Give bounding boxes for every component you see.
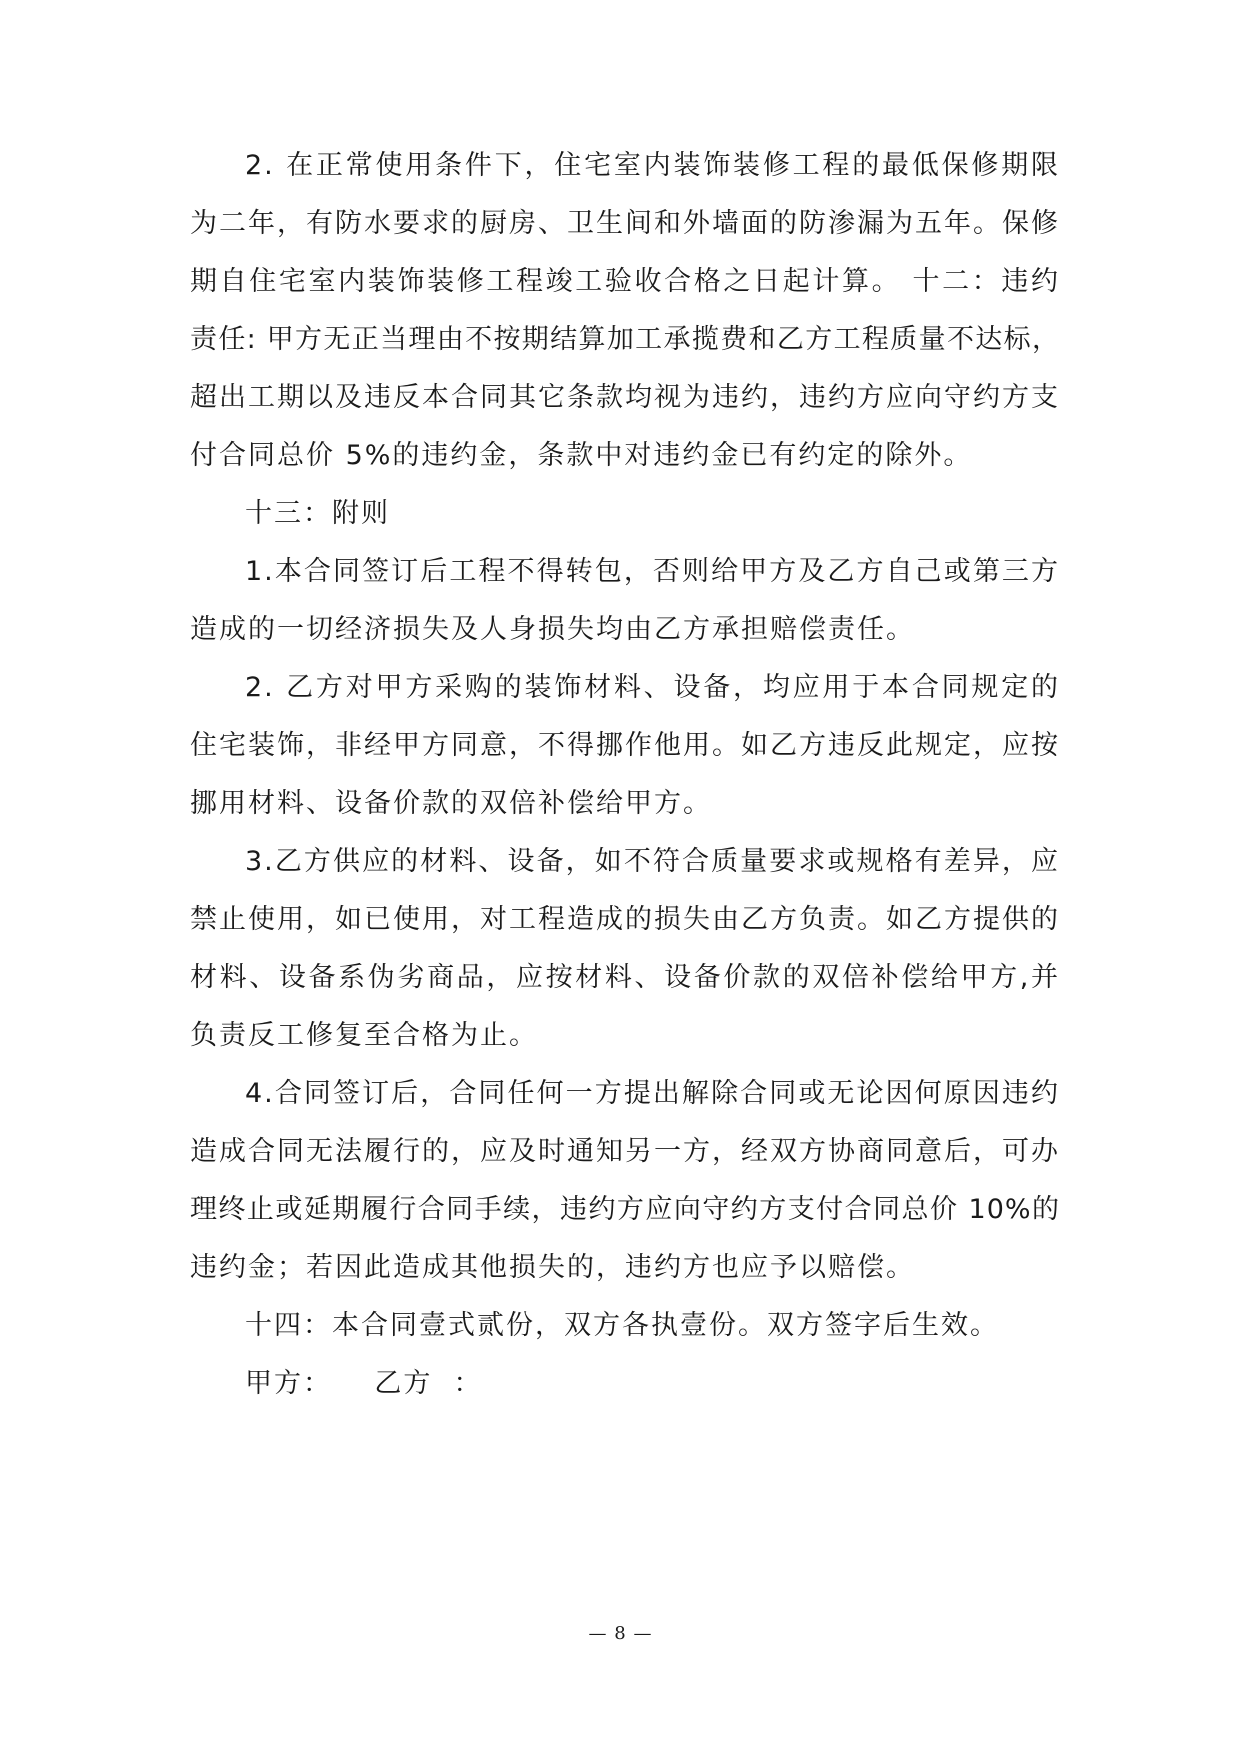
- text-line: 为二年，有防水要求的厨房、卫生间和外墙面的防渗漏为五年。保修: [190, 208, 1060, 239]
- section-heading: 十四：本合同壹式贰份，双方各执壹份。双方签字后生效。: [245, 1310, 999, 1341]
- text-line: 材料、设备系伪劣商品，应按材料、设备价款的双倍补偿给甲方,并: [190, 962, 1060, 993]
- text-line: 3.乙方供应的材料、设备，如不符合质量要求或规格有差异，应: [245, 846, 1060, 877]
- signature-line: 甲方： 乙方 ：: [245, 1368, 483, 1399]
- section-heading: 十三：附则: [245, 498, 390, 529]
- page-number: — 8 —: [588, 1623, 653, 1644]
- text-line: 1.本合同签订后工程不得转包，否则给甲方及乙方自己或第三方: [245, 556, 1060, 587]
- text-line: 挪用材料、设备价款的双倍补偿给甲方。: [190, 788, 712, 819]
- text-line: 造成的一切经济损失及人身损失均由乙方承担赔偿责任。: [190, 614, 915, 645]
- text-line: 超出工期以及违反本合同其它条款均视为违约，违约方应向守约方支: [190, 382, 1060, 413]
- text-line: 住宅装饰，非经甲方同意，不得挪作他用。如乙方违反此规定，应按: [190, 730, 1060, 761]
- text-line: 造成合同无法履行的，应及时通知另一方，经双方协商同意后，可办: [190, 1136, 1060, 1167]
- text-line: 2. 在正常使用条件下，住宅室内装饰装修工程的最低保修期限: [245, 150, 1060, 181]
- text-line: 禁止使用，如已使用，对工程造成的损失由乙方负责。如乙方提供的: [190, 904, 1060, 935]
- text-line: 4.合同签订后，合同任何一方提出解除合同或无论因何原因违约: [245, 1078, 1060, 1109]
- text-line: 负责反工修复至合格为止。: [190, 1020, 538, 1051]
- text-line: 理终止或延期履行合同手续，违约方应向守约方支付合同总价 10%的: [190, 1194, 1060, 1225]
- text-line: 付合同总价 5%的违约金，条款中对违约金已有约定的除外。: [190, 440, 973, 471]
- text-line: 违约金；若因此造成其他损失的，违约方也应予以赔偿。: [190, 1252, 915, 1283]
- text-line: 2. 乙方对甲方采购的装饰材料、设备，均应用于本合同规定的: [245, 672, 1060, 703]
- text-line: 期自住宅室内装饰装修工程竣工验收合格之日起计算。 十二：违约: [190, 266, 1060, 297]
- text-line: 责任: 甲方无正当理由不按期结算加工承揽费和乙方工程质量不达标，: [190, 324, 1060, 355]
